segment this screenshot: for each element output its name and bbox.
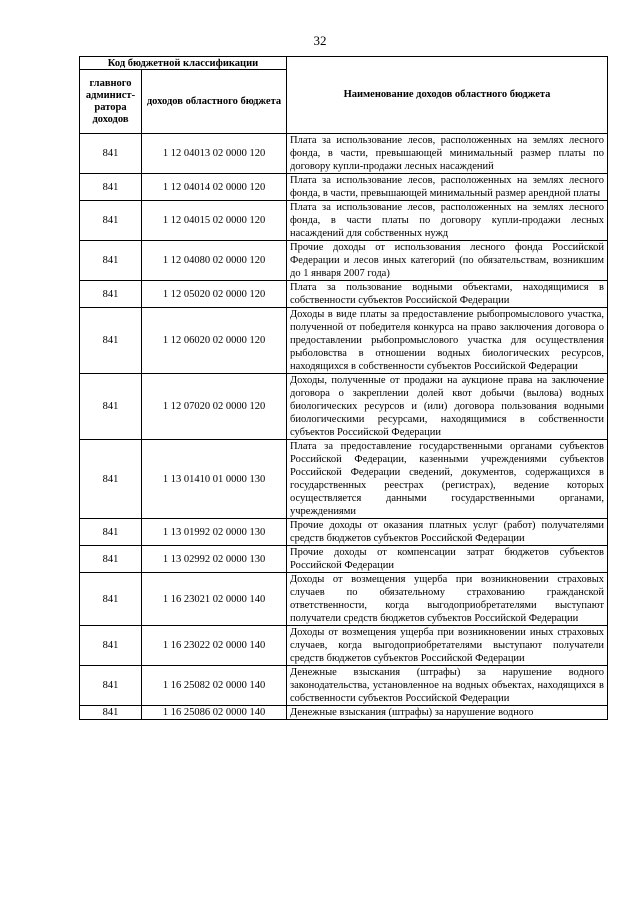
revenue-code-cell: 1 12 07020 02 0000 120: [142, 374, 287, 440]
revenue-code-cell: 1 13 02992 02 0000 130: [142, 546, 287, 573]
revenue-code-cell: 1 13 01410 01 0000 130: [142, 440, 287, 519]
revenue-code-cell: 1 12 04015 02 0000 120: [142, 201, 287, 241]
admin-code-cell: 841: [80, 281, 142, 308]
table-header: [80, 57, 608, 134]
header-group-title: Код бюджетной классификации: [80, 57, 287, 70]
admin-code-cell: 841: [80, 134, 142, 174]
admin-code-cell: 841: [80, 201, 142, 241]
revenue-name-cell: Плата за предоставление государственными органами субъектов Российской Федерации, казенными учреждениями субъектов Российской Федерации сведений, документов, содержащихся в государственных реестрах (регистрах), ведение которых осуществляется данными государственными органами, учреждениями: [287, 440, 608, 519]
revenue-name-cell: Плата за использование лесов, расположенных на землях лесного фонда, в части, превышающей минимальный размер платы по договору купли-продажи лесных насаждений: [287, 134, 608, 174]
table-row: [80, 134, 608, 174]
revenue-code-cell: 1 16 23022 02 0000 140: [142, 626, 287, 666]
revenue-code-cell: 1 12 04014 02 0000 120: [142, 174, 287, 201]
table-row: [80, 573, 608, 626]
revenue-code-cell: 1 16 25086 02 0000 140: [142, 706, 287, 720]
revenue-name-cell: Денежные взыскания (штрафы) за нарушение водного: [287, 706, 608, 720]
table-row: [80, 308, 608, 374]
admin-code-cell: 841: [80, 440, 142, 519]
admin-code-cell: 841: [80, 519, 142, 546]
table-row: [80, 706, 608, 720]
revenue-code-cell: 1 12 04013 02 0000 120: [142, 134, 287, 174]
revenue-name-cell: Доходы от возмещения ущерба при возникновении страховых случаев по обязательному страхованию гражданской ответственности, когда выгодоприобретателями выступают получатели средств бюджетов субъектов Российской Федерации: [287, 573, 608, 626]
admin-code-cell: 841: [80, 706, 142, 720]
revenue-name-cell: Плата за использование лесов, расположенных на землях лесного фонда, в части платы по договору купли-продажи лесных насаждений для собственных нужд: [287, 201, 608, 241]
admin-code-cell: 841: [80, 174, 142, 201]
revenue-name-cell: Прочие доходы от компенсации затрат бюджетов субъектов Российской Федерации: [287, 546, 608, 573]
revenue-name-cell: Прочие доходы от оказания платных услуг (работ) получателями средств бюджетов субъектов Российской Федерации: [287, 519, 608, 546]
revenue-name-cell: Плата за использование лесов, расположенных на землях лесного фонда, в части, превышающей минимальный размер арендной платы: [287, 174, 608, 201]
table-row: [80, 241, 608, 281]
table-row: [80, 201, 608, 241]
page-number: 32: [313, 33, 327, 48]
admin-code-cell: 841: [80, 666, 142, 706]
header-revenue-column: доходов областного бюджета: [142, 70, 287, 134]
revenue-code-cell: 1 16 23021 02 0000 140: [142, 573, 287, 626]
revenue-name-cell: Доходы от возмещения ущерба при возникновении иных страховых случаев, когда выгодоприобретателями выступают получатели средств бюджетов субъектов Российской Федерации: [287, 626, 608, 666]
table-body: [80, 134, 608, 720]
table-row: [80, 281, 608, 308]
table-row: [80, 546, 608, 573]
revenue-name-cell: Доходы в виде платы за предоставление рыбопромыслового участка, полученной от победителя конкурса на право заключения договора о предоставлении рыбопромыслового участка для осуществления рыболовства в отношении водных биологических ресурсов, находящихся в собственности субъектов Российской Федерации: [287, 308, 608, 374]
table-row: [80, 440, 608, 519]
revenue-name-cell: Доходы, полученные от продажи на аукционе права на заключение договора о закреплении долей квот добычи (вылова) водных биологических ресурсов и (или) договора пользования водными биологическими ресурсами, находящимися в собственности субъектов Российской Федерации: [287, 374, 608, 440]
table-row: [80, 174, 608, 201]
header-admin-column: главного админист-ратора доходов: [80, 70, 142, 134]
table-row: [80, 519, 608, 546]
revenue-code-cell: 1 13 01992 02 0000 130: [142, 519, 287, 546]
table-row: [80, 666, 608, 706]
header-name-column: Наименование доходов областного бюджета: [287, 57, 608, 134]
revenue-name-cell: Денежные взыскания (штрафы) за нарушение водного законодательства, установленное на водных объектах, находящихся в собственности субъектов Российской Федерации: [287, 666, 608, 706]
admin-code-cell: 841: [80, 626, 142, 666]
revenue-code-cell: 1 16 25082 02 0000 140: [142, 666, 287, 706]
admin-code-cell: 841: [80, 573, 142, 626]
revenue-name-cell: Прочие доходы от использования лесного фонда Российской Федерации и лесов иных категорий (по обязательствам, возникшим до 1 января 2007 года): [287, 241, 608, 281]
revenue-code-cell: 1 12 06020 02 0000 120: [142, 308, 287, 374]
admin-code-cell: 841: [80, 308, 142, 374]
budget-classification-table: [79, 56, 608, 720]
admin-code-cell: 841: [80, 546, 142, 573]
table-row: [80, 374, 608, 440]
revenue-name-cell: Плата за пользование водными объектами, находящимися в собственности субъектов Российской Федерации: [287, 281, 608, 308]
revenue-code-cell: 1 12 05020 02 0000 120: [142, 281, 287, 308]
admin-code-cell: 841: [80, 241, 142, 281]
admin-code-cell: 841: [80, 374, 142, 440]
table-row: [80, 626, 608, 666]
revenue-code-cell: 1 12 04080 02 0000 120: [142, 241, 287, 281]
